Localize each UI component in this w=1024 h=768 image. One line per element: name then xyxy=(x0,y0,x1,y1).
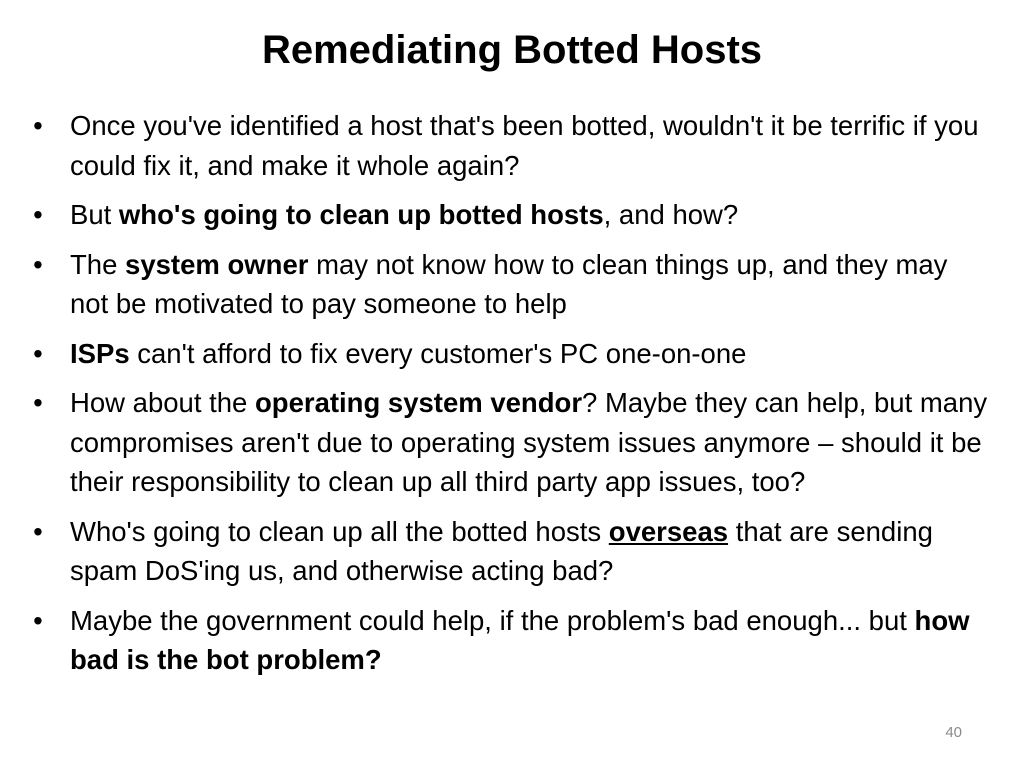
bullet-item xyxy=(28,195,988,235)
bullet-text: Who's going to clean up all the botted hosts xyxy=(70,515,609,547)
bullet-list xyxy=(28,106,988,690)
bullet-marker: • xyxy=(33,604,43,636)
bullet-text: , and how? xyxy=(603,199,739,230)
bullet-text: may not know how to clean things up, and they may not be motivated to pay someone to help xyxy=(70,248,948,319)
bullet-text: Once you've identified a host that's been botted, wouldn't it be terrific if you could fix it, and make it whole again? xyxy=(70,110,979,181)
bullet-item xyxy=(28,601,988,680)
bullet-marker: • xyxy=(33,248,43,280)
bullet-emphasis: who's going to clean up botted hosts xyxy=(118,199,604,230)
bullet-emphasis: system owner xyxy=(125,248,309,280)
bullet-text: can't afford to fix every customer's PC one-on-one xyxy=(129,337,747,369)
bullet-item xyxy=(28,334,988,374)
bullet-emphasis: ISPs xyxy=(70,337,130,369)
page-number: 40 xyxy=(945,724,962,741)
bullet-marker: • xyxy=(33,199,43,230)
bullet-text: Maybe the government could help, if the problem's bad enough... but xyxy=(70,604,915,636)
bullet-item xyxy=(28,512,988,591)
bullet-emphasis-underlined: overseas xyxy=(608,515,729,547)
bullet-text: that are sending spam DoS'ing us, and otherwise acting bad? xyxy=(70,515,933,586)
bullet-item xyxy=(28,383,988,502)
bullet-text: But xyxy=(70,199,119,230)
bullet-emphasis: how bad is the bot problem? xyxy=(70,604,970,675)
bullet-marker: • xyxy=(33,387,43,418)
bullet-marker: • xyxy=(33,337,43,369)
bullet-text: ? Maybe they can help, but many compromises aren't due to operating system issues anymore – should it be their responsibility to clean up all third party app issues, too? xyxy=(70,387,988,497)
slide-title: Remediating Botted Hosts xyxy=(261,28,763,72)
bullet-text: How about the xyxy=(70,387,255,418)
bullet-emphasis: operating system vendor xyxy=(254,387,583,418)
bullet-marker: • xyxy=(33,110,43,141)
bullet-text: The xyxy=(70,248,126,280)
bullet-item xyxy=(28,245,988,324)
bullet-item xyxy=(28,106,988,185)
bullet-marker: • xyxy=(33,515,43,547)
